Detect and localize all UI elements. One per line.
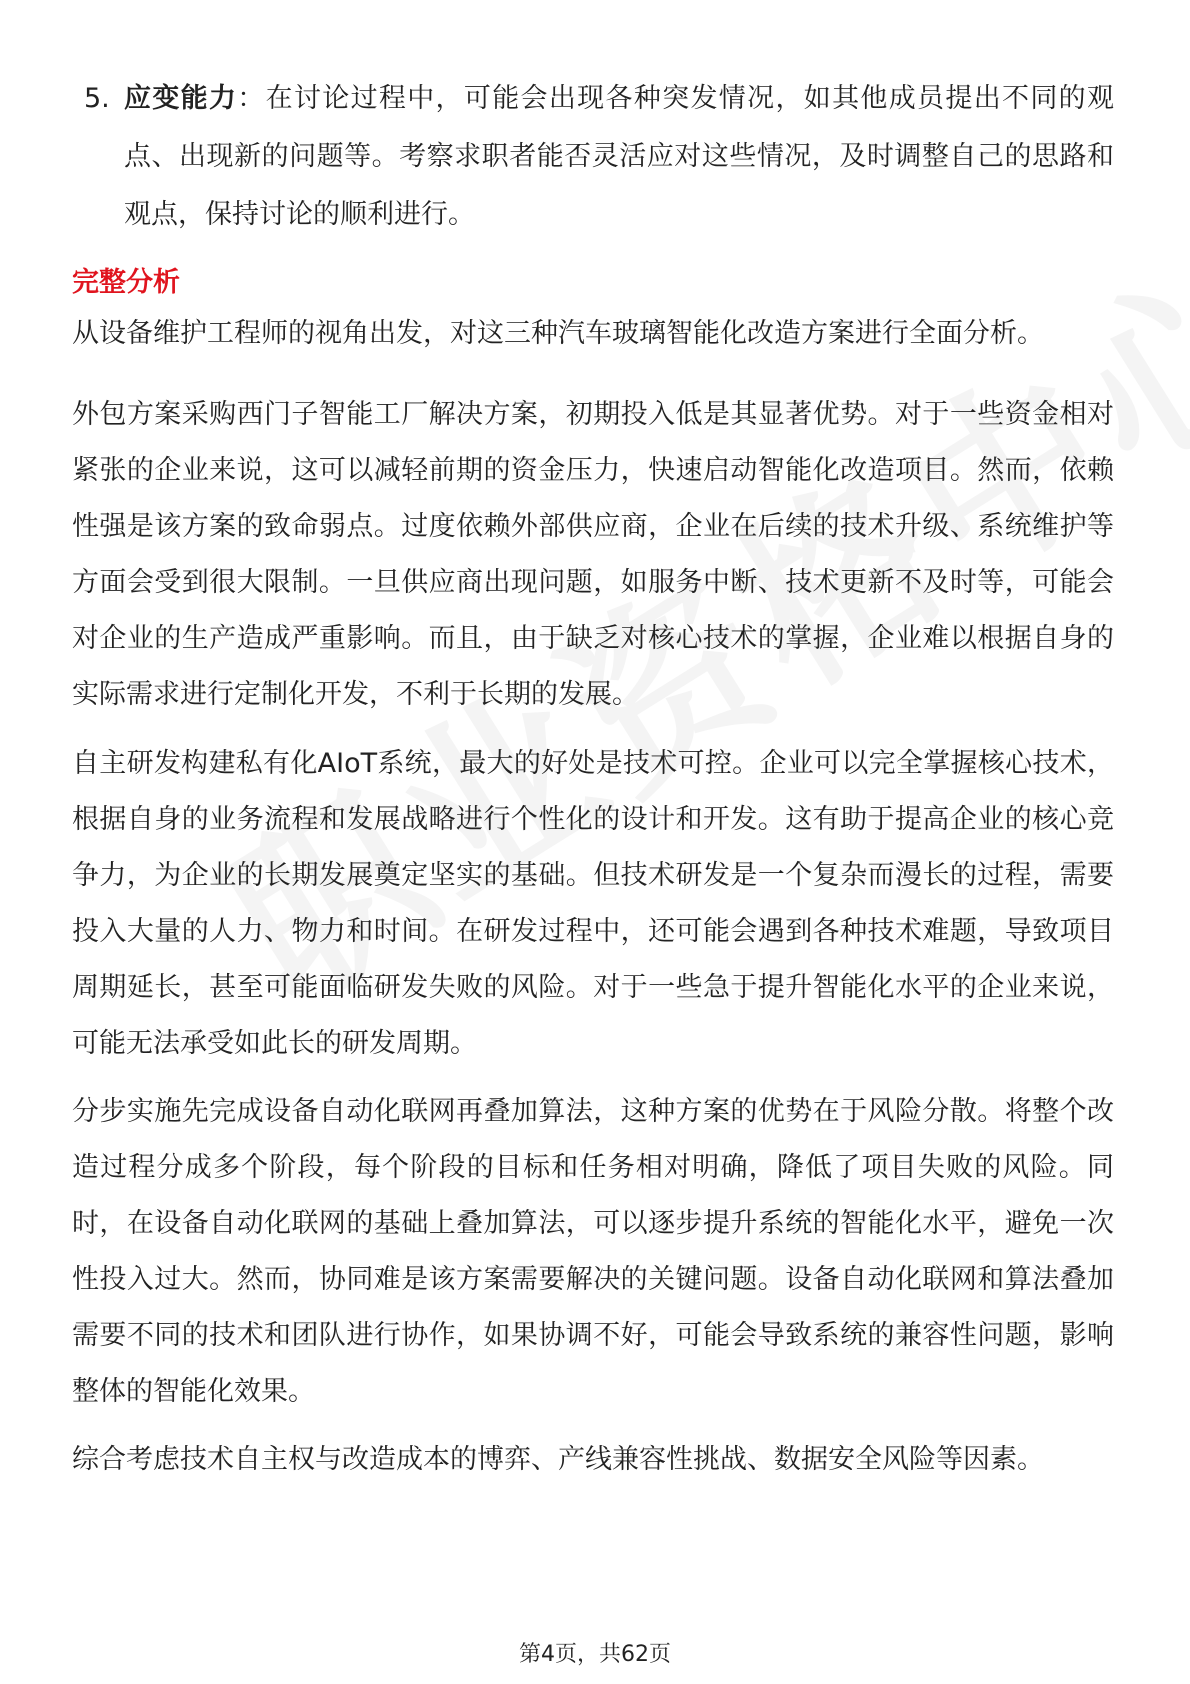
list-item-adaptability — [84, 70, 1114, 244]
paragraph-conclusion: 综合考虑技术自主权与改造成本的博弈、产线兼容性挑战、数据安全风险等因素。 — [72, 1444, 1044, 1475]
paragraph-outsourcing: 外包方案采购西门子智能工厂解决方案，初期投入低是其显著优势。对于一些资金相对紧张的企业来说，这可以减轻前期的资金压力，快速启动智能化改造项目。然而，依赖性强是该方案的致命弱点。过度依赖外部供应商，企业在后续的技术升级、系统维护等方面会受到很大限制。一旦供应商出现问题，如服务中断、技术更新不及时等，可能会对企业的生产造成严重影响。而且，由于缺乏对核心技术的掌握，企业难以根据自身的实际需求进行定制化开发，不利于长期的发展。 — [72, 399, 1114, 710]
list-item-term: 应变能力 — [124, 83, 238, 114]
section-title: 完整分析 — [72, 267, 180, 298]
paragraph-self-development: 自主研发构建私有化AIoT系统，最大的好处是技术可控。企业可以完全掌握核心技术，根据自身的业务流程和发展战略进行个性化的设计和开发。这有助于提高企业的核心竞争力，为企业的长期发展奠定坚实的基础。但技术研发是一个复杂而漫长的过程，需要投入大量的人力、物力和时间。在研发过程中，还可能会遇到各种技术难题，导致项目周期延长，甚至可能面临研发失败的风险。对于一些急于提升智能化水平的企业来说，可能无法承受如此长的研发周期。 — [72, 748, 1114, 1059]
list-item-text: ：在讨论过程中，可能会出现各种突发情况，如其他成员提出不同的观点、出现新的问题等。考察求职者能否灵活应对这些情况，及时调整自己的思路和观点，保持讨论的顺利进行。 — [124, 83, 1115, 230]
list-number: 5. — [84, 83, 110, 114]
paragraph-intro: 从设备维护工程师的视角出发，对这三种汽车玻璃智能化改造方案进行全面分析。 — [72, 318, 1044, 349]
paragraph-phased: 分步实施先完成设备自动化联网再叠加算法，这种方案的优势在于风险分散。将整个改造过程分成多个阶段，每个阶段的目标和任务相对明确，降低了项目失败的风险。同时，在设备自动化联网的基础上叠加算法，可以逐步提升系统的智能化水平，避免一次性投入过大。然而，协同难是该方案需要解决的关键问题。设备自动化联网和算法叠加需要不同的技术和团队进行协作，如果协调不好，可能会导致系统的兼容性问题，影响整体的智能化效果。 — [72, 1096, 1114, 1407]
list-item-body — [124, 70, 1114, 244]
page-footer: 第4页，共62页 — [519, 1642, 671, 1667]
